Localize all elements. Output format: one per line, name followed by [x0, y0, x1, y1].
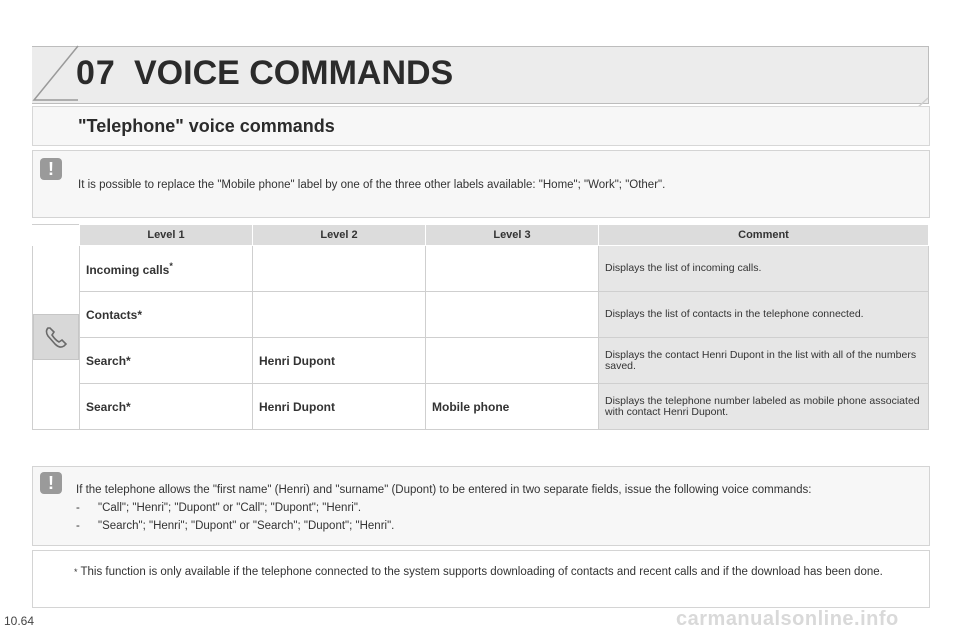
footnote-text: This function is only available if the telephone connected to the system supports downloading of contacts and recent calls and if the download has been done.	[80, 566, 883, 578]
row3-comment: Displays the contact Henri Dupont in the list with all of the numbers saved.	[599, 338, 929, 384]
watermark: carmanualsonline.info	[676, 608, 899, 630]
row4-level3: Mobile phone	[426, 384, 599, 430]
list-item	[76, 519, 922, 534]
footnote	[74, 565, 924, 580]
table-header-level1: Level 1	[80, 225, 253, 246]
note-name-fields-intro: If the telephone allows the "first name" (Henri) and "surname" (Dupont) to be entered in two separate fields, issue the following voice commands:	[76, 484, 812, 496]
chapter-title: VOICE COMMANDS	[134, 54, 454, 92]
section-title: "Telephone" voice commands	[78, 116, 335, 136]
table-row	[33, 384, 929, 430]
telephone-icon	[33, 314, 79, 360]
table-header-row	[33, 225, 929, 246]
list-item-text: "Search"; "Henri"; "Dupont" or "Search"; "Dupont"; "Henri".	[98, 520, 395, 532]
footnote-mark: *	[74, 567, 78, 577]
note-name-fields	[76, 483, 922, 534]
row1-level3	[426, 246, 599, 292]
note-labels-text: It is possible to replace the "Mobile phone" label by one of the three other labels available: "Home"; "Work"; "Other".	[78, 179, 666, 191]
table-header-icon-col	[33, 225, 80, 246]
row2-level2	[253, 292, 426, 338]
list-bullet: -	[76, 520, 80, 532]
row3-level3	[426, 338, 599, 384]
voice-command-table	[32, 224, 929, 430]
row4-comment: Displays the telephone number labeled as mobile phone associated with contact Henri Dupont.	[599, 384, 929, 430]
telephone-icon-cell	[33, 246, 80, 430]
row2-level3	[426, 292, 599, 338]
table-row	[33, 292, 929, 338]
chapter-number: 07	[76, 54, 116, 92]
table-row	[33, 246, 929, 292]
row3-level1: Search*	[80, 338, 253, 384]
list-bullet: -	[76, 502, 80, 514]
warning-icon: !	[40, 472, 62, 494]
row3-level2: Henri Dupont	[253, 338, 426, 384]
page-number: 10.64	[4, 614, 35, 628]
row1-level1: Incoming calls*	[80, 246, 253, 292]
table-row	[33, 338, 929, 384]
row4-level2: Henri Dupont	[253, 384, 426, 430]
row2-comment: Displays the list of contacts in the telephone connected.	[599, 292, 929, 338]
row1-level2	[253, 246, 426, 292]
list-item-text: "Call"; "Henri"; "Dupont" or "Call"; "Dupont"; "Henri".	[98, 502, 362, 514]
row4-level1: Search*	[80, 384, 253, 430]
table-header-level2: Level 2	[253, 225, 426, 246]
row1-comment: Displays the list of incoming calls.	[599, 246, 929, 292]
table-header-level3: Level 3	[426, 225, 599, 246]
list-item	[76, 501, 922, 516]
table-header-comment: Comment	[599, 225, 929, 246]
warning-icon: !	[40, 158, 62, 180]
row2-level1: Contacts*	[80, 292, 253, 338]
